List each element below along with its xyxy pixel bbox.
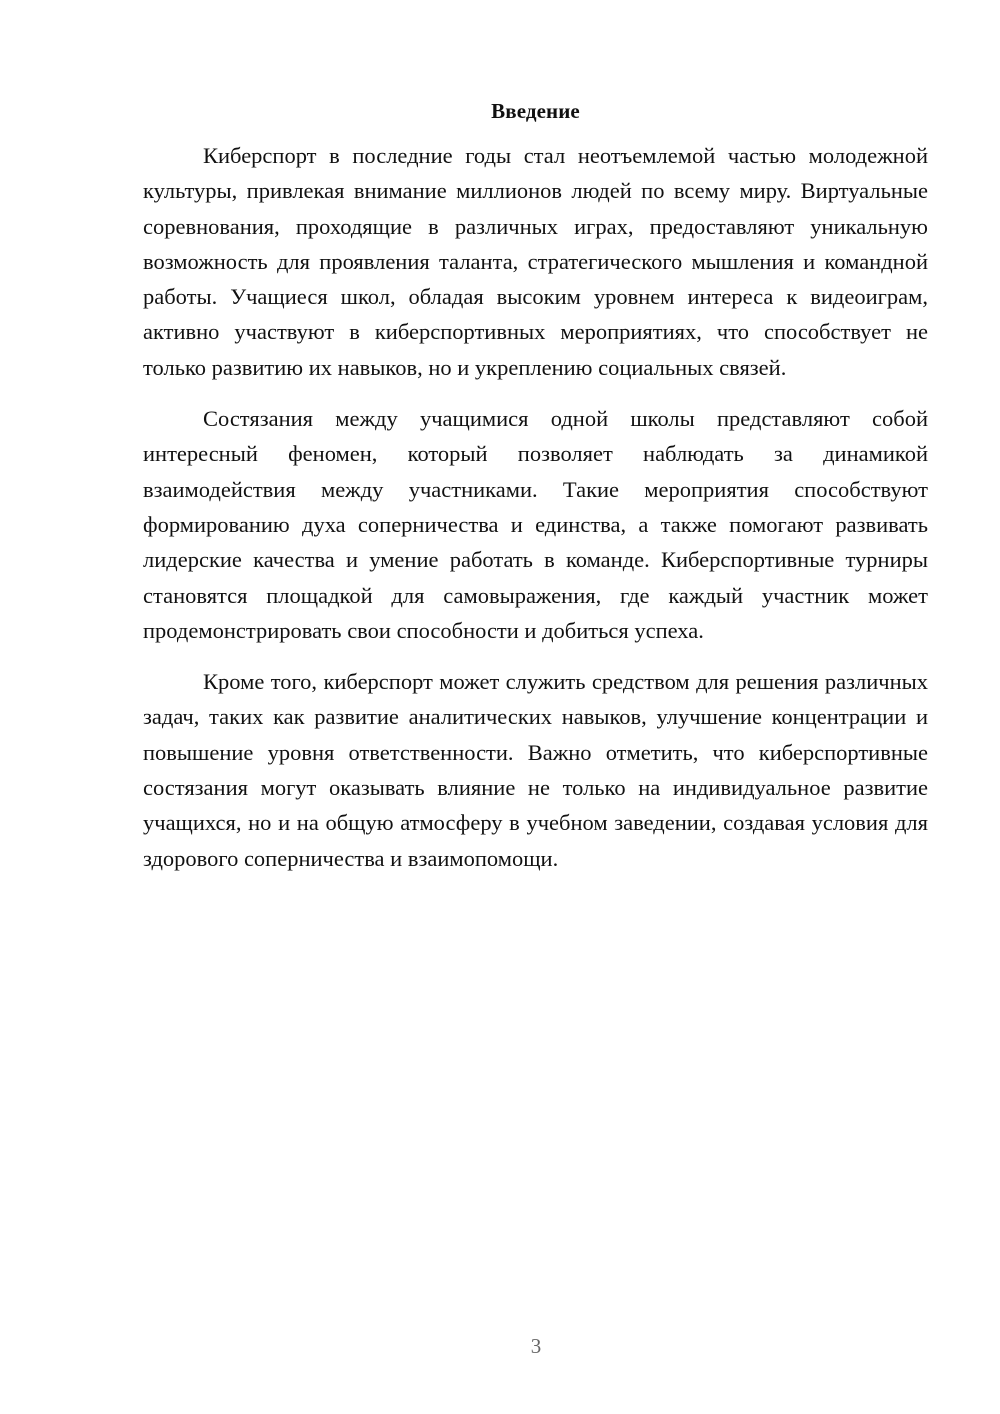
paragraph-1: Киберспорт в последние годы стал неотъемлемой частью молодежной культуры, привлекая внимание миллионов людей по всему миру. Виртуальные соревнования, проходящие в различных играх, предоставляют уникальную возможность для проявления таланта, стратегического мышления и командной работы. Учащиеся школ, обладая высоким уровнем интереса к видеоиграм, активно участвуют в киберспортивных мероприятиях, что способствует не только развитию их навыков, но и укреплению социальных связей. — [143, 143, 928, 380]
section-heading: Введение — [491, 99, 580, 123]
page-number: 3 — [530, 1334, 542, 1358]
page-content — [143, 96, 928, 876]
paragraph-3: Кроме того, киберспорт может служить средством для решения различных задач, таких как развитие аналитических навыков, улучшение концентрации и повышение уровня ответственности. Важно отметить, что киберспортивные состязания могут оказывать влияние не только на индивидуальное развитие учащихся, но и на общую атмосферу в учебном заведении, создавая условия для здорового соперничества и взаимопомощи. — [143, 669, 928, 871]
paragraph-2: Состязания между учащимися одной школы представляют собой интересный феномен, который позволяет наблюдать за динамикой взаимодействия между участниками. Такие мероприятия способствуют формированию духа соперничества и единства, а также помогают развивать лидерские качества и умение работать в команде. Киберспортивные турниры становятся площадкой для самовыражения, где каждый участник может продемонстрировать свои способности и добиться успеха. — [143, 406, 928, 643]
